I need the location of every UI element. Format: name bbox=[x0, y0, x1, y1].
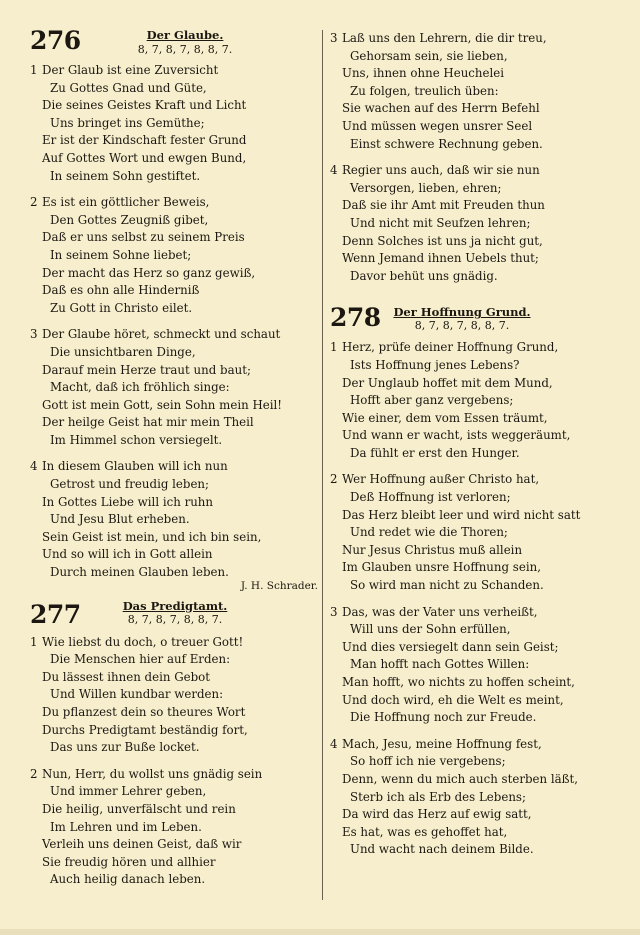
hymn-meter: 8, 7, 8, 7, 8, 8, 7. bbox=[414, 319, 510, 333]
verse-line: Im Glauben unsre Hoffnung sein, bbox=[342, 560, 541, 575]
verse-line: Daß er uns selbst zu seinem Preis bbox=[42, 230, 245, 245]
page-bottom-edge bbox=[0, 929, 640, 935]
stanza bbox=[330, 736, 632, 859]
hymn-header bbox=[30, 598, 320, 634]
verse-line: Durchs Predigtamt beständig fort, bbox=[42, 722, 248, 737]
verse-line: 1 Wie liebst du doch, o treuer Gott! bbox=[30, 634, 320, 652]
stanza-number: 1 bbox=[30, 63, 38, 77]
verse-line: Uns bringet ins Gemüthe; bbox=[50, 115, 205, 130]
stanza-number: 3 bbox=[30, 327, 38, 342]
stanza bbox=[330, 471, 632, 594]
hymn-278 bbox=[330, 303, 632, 859]
stanza bbox=[30, 62, 320, 185]
hymn-title: Der Hoffnung Grund. bbox=[393, 305, 531, 320]
stanza-number: 4 bbox=[30, 459, 38, 474]
stanza-number: 1 bbox=[330, 340, 338, 355]
verse-line: Es hat, was es gehoffet hat, bbox=[342, 824, 508, 839]
verse-line: Der heilge Geist hat mir mein Theil bbox=[42, 415, 254, 430]
hymn-header bbox=[330, 303, 632, 339]
verse-line: Und Willen kundbar werden: bbox=[50, 687, 224, 702]
hymn-number: 277 bbox=[30, 599, 81, 629]
verse-line: Den Gottes Zeugniß gibet, bbox=[50, 212, 209, 227]
verse-line: Nur Jesus Christus muß allein bbox=[342, 542, 523, 557]
verse-line: Und wann er wacht, ists weggeräumt, bbox=[342, 428, 571, 443]
hymn-meter: 8, 7, 8, 7, 8, 8, 7. bbox=[127, 612, 223, 626]
verse-line: Davor behüt uns gnädig. bbox=[350, 268, 498, 283]
verse-line: Versorgen, lieben, ehren; bbox=[350, 180, 502, 195]
verse-line: Wie einer, dem vom Essen träumt, bbox=[342, 410, 548, 425]
verse-line: In seinem Sohn gestiftet. bbox=[50, 168, 201, 183]
hymn-276 bbox=[30, 26, 320, 594]
verse-line: Daß sie ihr Amt mit Freuden thun bbox=[342, 198, 545, 213]
verse-line: So hoff ich nie vergebens; bbox=[350, 754, 506, 769]
stanza-number: 4 bbox=[330, 736, 338, 751]
verse-line: Sie freudig hören und allhier bbox=[42, 854, 216, 869]
hymn-number: 276 bbox=[30, 26, 81, 55]
verse-line: Und müssen wegen unsrer Seel bbox=[342, 118, 533, 133]
verse-line: Uns, ihnen ohne Heuchelei bbox=[342, 66, 504, 81]
verse-line: Die heilig, unverfälscht und rein bbox=[42, 801, 236, 816]
verse-line: Und dies versiegelt dann sein Geist; bbox=[342, 639, 559, 654]
verse-line: Und immer Lehrer geben, bbox=[50, 784, 207, 799]
verse-line: 2 Wer Hoffnung außer Christo hat, bbox=[330, 471, 632, 489]
hymn-277-continued bbox=[330, 30, 632, 285]
verse-line: Hofft aber ganz vergebens; bbox=[350, 393, 514, 408]
verse-line: Und wacht nach deinem Bilde. bbox=[350, 842, 534, 857]
verse-line: Der Unglaub hoffet mit dem Mund, bbox=[342, 375, 553, 390]
verse-line: Gehorsam sein, sie lieben, bbox=[350, 48, 508, 63]
column-divider bbox=[322, 30, 323, 900]
verse-line: Ists Hoffnung jenes Lebens? bbox=[350, 357, 520, 372]
hymn-header bbox=[30, 26, 320, 68]
verse-line: In seinem Sohne liebet; bbox=[50, 247, 192, 262]
verse-line: Macht, daß ich fröhlich singe: bbox=[50, 380, 230, 395]
verse-line: Im Himmel schon versiegelt. bbox=[50, 432, 223, 447]
stanza bbox=[30, 194, 320, 317]
verse-line: Auf Gottes Wort und ewgen Bund, bbox=[42, 150, 247, 165]
verse-line: Die unsichtbaren Dinge, bbox=[50, 344, 196, 359]
stanza bbox=[330, 339, 632, 462]
verse-line: Zu Gott in Christo eilet. bbox=[50, 300, 193, 315]
stanza bbox=[30, 458, 320, 581]
verse-line: Denn Solches ist uns ja nicht gut, bbox=[342, 233, 543, 248]
verse-line: Und redet wie die Thoren; bbox=[350, 525, 508, 540]
verse-line: 4 In diesem Glauben will ich nun bbox=[30, 458, 320, 476]
verse-line: 1 Herz, prüfe deiner Hoffnung Grund, bbox=[330, 339, 632, 357]
verse-line: Zu folgen, treulich üben: bbox=[350, 83, 499, 98]
hymn-title: Der Glaube. bbox=[146, 28, 224, 42]
verse-line: Denn, wenn du mich auch sterben läßt, bbox=[342, 771, 579, 786]
verse-line: Und Jesu Blut erheben. bbox=[50, 512, 190, 527]
stanza-number: 2 bbox=[330, 472, 338, 487]
verse-line: Wenn Jemand ihnen Uebels thut; bbox=[342, 251, 539, 266]
verse-line: Man hofft nach Gottes Willen: bbox=[350, 657, 530, 672]
verse-line: Er ist der Kindschaft fester Grund bbox=[42, 133, 247, 148]
verse-line: Sterb ich als Erb des Lebens; bbox=[350, 789, 526, 804]
verse-line: 3 Der Glaube höret, schmeckt und schaut bbox=[30, 326, 320, 344]
verse-line: 1 Der Glaub ist eine Zuversicht bbox=[30, 62, 320, 80]
verse-line: Du lässest ihnen dein Gebot bbox=[42, 669, 210, 684]
stanza bbox=[30, 766, 320, 889]
verse-line: Auch heilig danach leben. bbox=[50, 872, 206, 887]
verse-line: Getrost und freudig leben; bbox=[50, 477, 209, 492]
verse-line: Sein Geist ist mein, und ich bin sein, bbox=[42, 529, 262, 544]
verse-line: Und nicht mit Seufzen lehren; bbox=[350, 215, 531, 230]
stanza-number: 4 bbox=[330, 163, 338, 178]
verse-line: 4 Mach, Jesu, meine Hoffnung fest, bbox=[330, 736, 632, 754]
stanza-number: 3 bbox=[330, 604, 338, 619]
verse-line: So wird man nicht zu Schanden. bbox=[350, 578, 544, 593]
verse-line: Im Lehren und im Leben. bbox=[50, 819, 202, 834]
verse-line: Sie wachen auf des Herrn Befehl bbox=[342, 101, 540, 116]
stanza-number: 2 bbox=[30, 766, 38, 781]
hymn-title: Das Predigtamt. bbox=[122, 598, 228, 613]
stanza bbox=[30, 634, 320, 757]
hymn-author: J. H. Schrader. bbox=[240, 579, 318, 592]
verse-line: Da fühlt er erst den Hunger. bbox=[350, 445, 520, 460]
verse-line: 2 Nun, Herr, du wollst uns gnädig sein bbox=[30, 766, 320, 784]
verse-line: Verleih uns deinen Geist, daß wir bbox=[42, 837, 242, 852]
verse-line: Daß es ohn alle Hinderniß bbox=[42, 283, 200, 298]
verse-line: Und doch wird, eh die Welt es meint, bbox=[342, 692, 564, 707]
verse-line: Will uns der Sohn erfüllen, bbox=[350, 622, 511, 637]
stanza bbox=[30, 326, 320, 449]
verse-line: 3 Das, was der Vater uns verheißt, bbox=[330, 604, 632, 622]
verse-line: Darauf mein Herze traut und baut; bbox=[42, 362, 251, 377]
verse-line: 3 Laß uns den Lehrern, die dir treu, bbox=[330, 30, 632, 48]
stanza bbox=[330, 604, 632, 727]
stanza-number: 1 bbox=[30, 634, 38, 649]
hymn-277 bbox=[30, 598, 320, 889]
verse-line: Du pflanzest dein so theures Wort bbox=[42, 705, 246, 719]
hymn-number: 278 bbox=[330, 303, 381, 333]
verse-line: Durch meinen Glauben leben. bbox=[50, 565, 229, 580]
verse-line: In Gottes Liebe will ich ruhn bbox=[42, 494, 213, 509]
stanza-number: 3 bbox=[330, 31, 338, 45]
verse-line: Und so will ich in Gott allein bbox=[42, 547, 213, 562]
verse-line: Man hofft, wo nichts zu hoffen scheint, bbox=[342, 675, 575, 689]
verse-line: 4 Regier uns auch, daß wir sie nun bbox=[330, 162, 632, 180]
verse-line: Gott ist mein Gott, sein Sohn mein Heil! bbox=[42, 397, 282, 412]
verse-line: Das uns zur Buße locket. bbox=[50, 740, 200, 755]
verse-line: Die Hoffnung noch zur Freude. bbox=[350, 710, 537, 725]
hymn-meter: 8, 7, 8, 7, 8, 8, 7. bbox=[137, 43, 233, 56]
verse-line: Die seines Geistes Kraft und Licht bbox=[42, 98, 247, 113]
verse-line: Einst schwere Rechnung geben. bbox=[350, 136, 543, 151]
verse-line: Da wird das Herz auf ewig satt, bbox=[342, 807, 532, 822]
stanza-number: 2 bbox=[30, 195, 38, 210]
verse-line: Das Herz bleibt leer und wird nicht satt bbox=[342, 507, 581, 522]
verse-line: Zu Gottes Gnad und Güte, bbox=[50, 80, 207, 95]
stanza bbox=[330, 30, 632, 153]
left-column bbox=[30, 26, 320, 898]
verse-line: Der macht das Herz so ganz gewiß, bbox=[42, 265, 256, 280]
stanza bbox=[330, 162, 632, 285]
verse-line: Die Menschen hier auf Erden: bbox=[50, 652, 231, 667]
right-column bbox=[330, 30, 632, 859]
verse-line: 2 Es ist ein göttlicher Beweis, bbox=[30, 194, 320, 212]
verse-line: Deß Hoffnung ist verloren; bbox=[350, 490, 511, 505]
